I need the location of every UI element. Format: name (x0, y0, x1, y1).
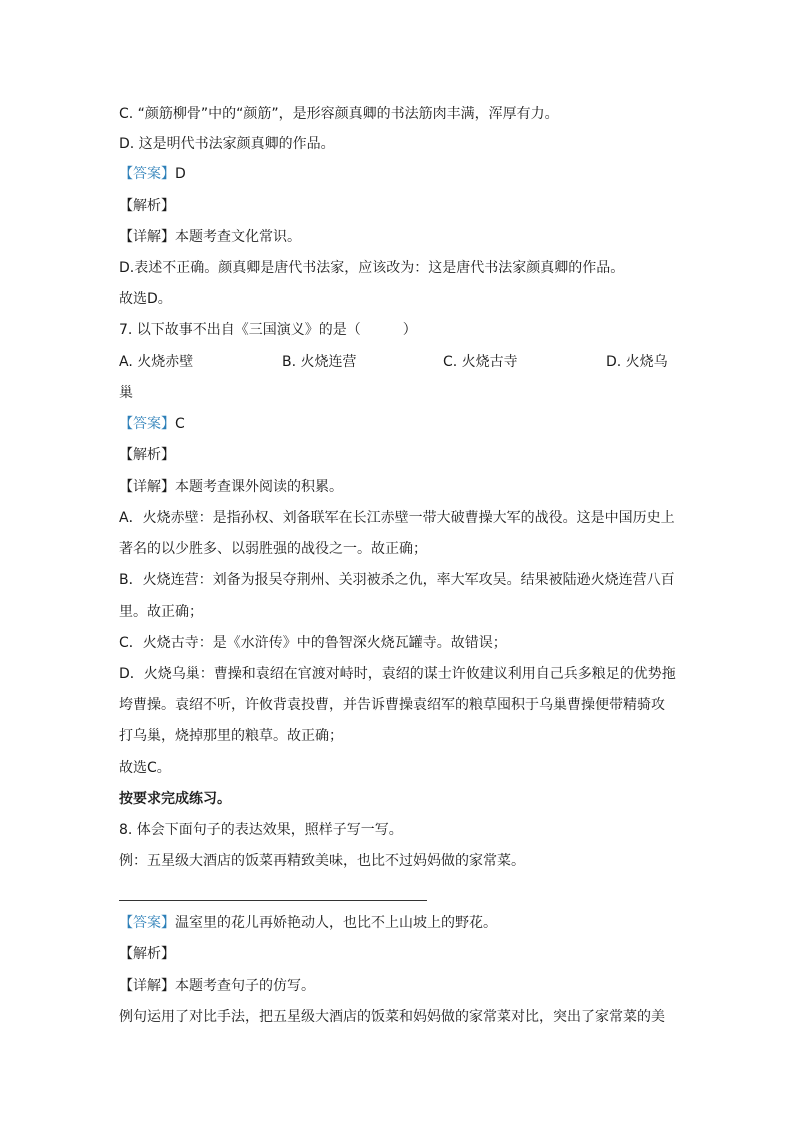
q7-stem: 7. 以下故事不出自《三国演义》的是（ ） (119, 322, 417, 338)
q7-option-a: A. 火烧赤壁 (119, 354, 194, 370)
q7-option-b: B. 火烧连营 (282, 354, 357, 370)
detail-label: 【详解】 (119, 229, 175, 245)
q7-expl-c: C．火烧古寺：是《水浒传》中的鲁智深火烧瓦罐寺。故错误； (119, 635, 507, 651)
q7-option-d: D. 火烧乌 (606, 354, 668, 370)
q8-stem: 8. 体会下面句子的表达效果，照样子写一写。 (119, 822, 403, 838)
q7-option-d-wrap: 巢 (119, 385, 133, 401)
q7-options (119, 352, 684, 372)
answer-label: 【答案】 (119, 915, 175, 931)
q6-option-c: C. “颜筋柳骨”中的“颜筋”，是形容颜真卿的书法筋肉丰满，浑厚有力。 (119, 106, 559, 122)
answer-label: 【答案】 (119, 166, 175, 182)
detail-text: 本题考查文化常识。 (175, 229, 301, 245)
section-heading: 按要求完成练习。 (119, 791, 231, 807)
detail-label: 【详解】 (119, 978, 175, 994)
q8-explanation: 例句运用了对比手法，把五星级大酒店的饭菜和妈妈做的家常菜对比，突出了家常菜的美 (119, 1009, 665, 1025)
q6-answer (119, 164, 684, 184)
q6-analysis (119, 196, 684, 216)
q7-expl-d-1: D．火烧乌巢：曹操和袁绍在官渡对峙时，袁绍的谋士许攸建议利用自己兵多粮足的优势拖 (119, 666, 676, 682)
q7-expl-d-3: 打乌巢，烧掉那里的粮草。故正确； (119, 728, 343, 744)
q7-answer (119, 414, 684, 434)
detail-text: 本题考查句子的仿写。 (175, 978, 315, 994)
q7-expl-d-2: 垮曹操。袁绍不听，许攸背袁投曹，并告诉曹操袁绍军的粮草囤积于乌巢曹操便带精骑攻 (119, 697, 665, 713)
analysis-label: 【解析】 (119, 198, 175, 214)
answer-value: 温室里的花儿再娇艳动人，也比不上山坡上的野花。 (175, 915, 497, 931)
q7-expl-b-2: 里。故正确； (119, 604, 203, 620)
answer-value: D (175, 166, 186, 182)
q7-conclusion: 故选C。 (119, 760, 171, 776)
q7-expl-b-1: B．火烧连营：刘备为报吴夺荆州、关羽被杀之仇，率大军攻吴。结果被陆逊火烧连营八百 (119, 572, 675, 588)
q7-option-c: C. 火烧古寺 (443, 354, 518, 370)
detail-label: 【详解】 (119, 479, 175, 495)
analysis-label: 【解析】 (119, 447, 175, 463)
q7-expl-a-2: 著名的以少胜多、以弱胜强的战役之一。故正确； (119, 541, 427, 557)
q6-conclusion: 故选D。 (119, 291, 172, 307)
q6-option-d: D. 这是明代书法家颜真卿的作品。 (119, 136, 335, 152)
detail-text: 本题考查课外阅读的积累。 (175, 479, 343, 495)
q8-answer (119, 913, 684, 933)
answer-label: 【答案】 (119, 416, 175, 432)
answer-blank-line (119, 900, 427, 901)
q6-explanation: D.表述不正确。颜真卿是唐代书法家，应该改为：这是唐代书法家颜真卿的作品。 (119, 260, 625, 276)
q8-example: 例：五星级大酒店的饭菜再精致美味，也比不过妈妈做的家常菜。 (119, 853, 525, 869)
q7-detail (119, 477, 684, 497)
q8-analysis (119, 944, 684, 964)
q7-expl-a-1: A．火烧赤壁：是指孙权、刘备联军在长江赤壁一带大破曹操大军的战役。这是中国历史上 (119, 510, 675, 526)
analysis-label: 【解析】 (119, 946, 175, 962)
answer-value: C (175, 416, 185, 432)
q7-analysis (119, 445, 684, 465)
q6-detail (119, 227, 684, 247)
q8-detail (119, 976, 684, 996)
